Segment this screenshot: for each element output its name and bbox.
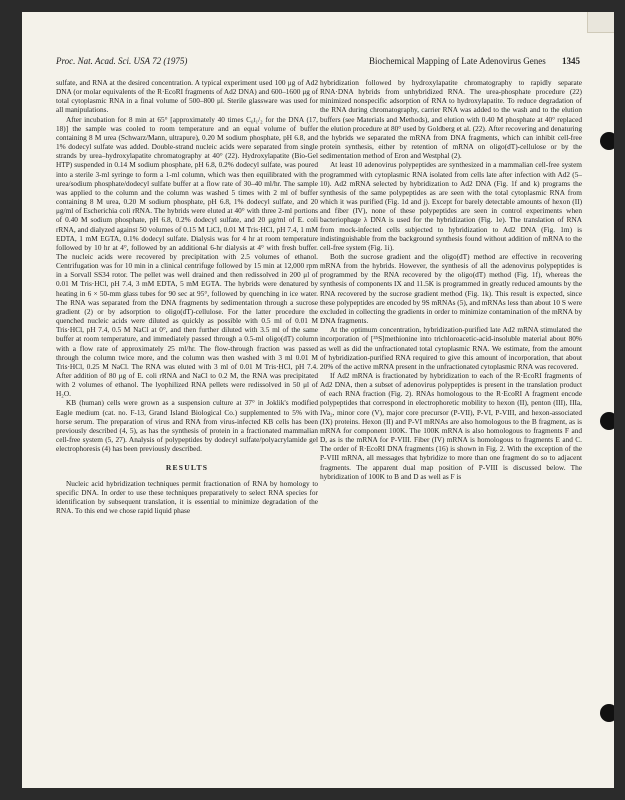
paragraph: Nucleic acid hybridization techniques permit fractionation of RNA by homology to specific DNA. In order to use these techniques preparatively to select RNA species for identification by subsequent translation, it is essential to minimize degradation of the RNA. To this end we chose rapid liquid phase: [56, 478, 318, 516]
paragraph: sulfate, and RNA at the desired concentration. A typical experiment used 100 μg of Ad2 DNA (or molar equivalents of the R·EcoRI fragments of Ad2 DNA) and 600–1600 μg of total cytoplasmic RNA in a final volume of 500–800 μl. Sterile glassware was used for all manipulations.: [56, 78, 318, 115]
paragraph: After incubation for 8 min at 65° [approximately 40 times C₀t₁/₂ for the DNA (17, 18)] the sample was cooled to room temperature and an equal volume of buffer containing 8 M urea (Schwarz/Mann, ultrapure), 0.20 M sodium phosphate, pH 6.8, and 1% dodecyl sulfate was added. Double-strand nucleic acids were separated from single strands by urea–hydroxylapatite chromatography at 40° (22). Hydroxylapatite (Bio-Gel HTP) suspended in 0.14 M sodium phosphate, pH 6.8, 0.2% dodecyl sulfate, was poured into a sterile 3-ml syringe to form a 1-ml column, which was then equilibrated with the urea/sodium phosphate/dodecyl sulfate buffer at a flow rate of 30–40 ml/hr. The sample was applied to the column and the column was washed 5 times with 2 ml of buffer containing 8 M urea, 0.20 M sodium phosphate, pH 6.8, 1% dodecyl sulfate, and 20 μg/ml of Escherichia coli rRNA. The hybrids were eluted at 40° with three 2-ml portions of 0.40 M sodium phosphate, pH 6.8, 0.2% dodecyl sulfate, and 20 μg/ml of E. coli rRNA, and dialyzed against 50 volumes of 0.15 M LiCl, 0.01 M Tris·HCl, pH 7.4, 1 mM EDTA, 1 mM EGTA, 0.1% dodecyl sulfate. Dialysis was for 4 hr at room temperature followed by 10 hr at 4°, followed by an additional 6-hr dialysis at 4° with fresh buffer. The nucleic acids were recovered by precipitation with 2.5 volumes of ethanol. Centrifugation was for 10 min in a clinical centrifuge followed by 15 min at 12,000 rpm in a Sorvall SS34 rotor. The pellet was well drained and then redissolved in 200 μl of 0.01 M Tris·HCl, pH 7.4, 3 mM EDTA, 5 mM EGTA. The hybrids were denatured by heating in 6 × 50-mm glass tubes for 90 sec at 95°, followed by quenching in ice water. The RNA was separated from the DNA fragments by sedimentation through a sucrose gradient (2) or by adsorption to oligo(dT)-cellulose. For the latter procedure the quenched nucleic acids were diluted as quickly as possible with 0.5 ml of 0.01 M Tris·HCl, pH 7.4, 0.5 M NaCl at 0°, and then further diluted with 3.5 ml of the same buffer at room temperature, and immediately passed through a 0.5-ml oligo(dT) column with a flow rate of approximately 25 ml/hr. The flow-through fraction was passed through the column twice more, and the column was then washed with 3 ml 0.01 M Tris·HCl, 0.25 M NaCl. The RNA was eluted with 3 ml of 0.01 M Tris·HCl, pH 7.4. After addition of 80 μg of E. coli rRNA and NaCl to 0.2 M, the RNA was precipitated with 2 volumes of ethanol. The lyophilized RNA pellets were redissolved in 50 μl of H₂O.: [56, 114, 318, 399]
binder-hole-bottom: [600, 704, 614, 722]
page-corner-fold: [587, 12, 614, 33]
results-heading: RESULTS: [165, 463, 209, 473]
paragraph: Both the sucrose gradient and the oligo(dT) method are effective in recovering mRNA from the hybrids. However, the synthesis of all the adenovirus polypeptides is programmed by the RNA recovered by the oligo(dT) method (Fig. 1f), whereas the synthesis of components IX and 11.5K is programmed in greatly reduced amounts by the RNA recovered by the sucrose gradient method (Fig. 1k). This result is expected, since these polypeptides are encoded by 9S mRNAs (5), and mRNAs less than about 10 S were excluded in collecting the gradients in order to minimize contamination of the mRNA by DNA fragments.: [320, 251, 582, 326]
paragraph: At the optimum concentration, hybridization-purified late Ad2 mRNA stimulated the incorporation of [³⁵S]methionine into trichloroacetic-acid-insoluble material about 80% as well as did the unfractionated total cytoplasmic RNA. We estimate, from the amount of hybridization-purified RNA required to give this amount of incorporation, that about 20% of the active mRNA present in the unfractionated cytoplasmic RNA was recovered.: [320, 325, 582, 371]
binder-hole-middle: [600, 412, 614, 430]
running-header: [56, 56, 580, 70]
running-title: Biochemical Mapping of Late Adenovirus Genes: [369, 56, 546, 66]
page-number: 1345: [562, 56, 580, 66]
header-right: [369, 56, 580, 66]
paragraph: KB (human) cells were grown as a suspension culture at 37° in Joklik's modified Eagle medium (cat. no. F-13, Grand Island Biological Co.) supplemented to 5% with horse serum. The preparation of virus and RNA from virus-infected KB cells has been previously described (4, 5), as has the synthesis of protein in a fractionated mammalian cell-free system (5, 27). Analysis of polypeptides by dodecyl sulfate/polyacrylamide gel electrophoresis (4) has been previously described.: [56, 398, 318, 454]
journal-citation: Proc. Nat. Acad. Sci. USA 72 (1975): [56, 56, 188, 66]
left-column: [56, 78, 318, 768]
journal-page: [22, 12, 614, 788]
paragraph: At least 10 adenovirus polypeptides are synthesized in a mammalian cell-free system programmed with cytoplasmic RNA isolated from cells late after infection with Ad2 (5–10). Ad2 mRNA selected by hybridization to Ad2 DNA (Fig. 1f and k) programs the synthesis of the same polypeptides as are seen with the total cytoplasmic RNA from which it was purified (Fig. 1d and j). Except for barely detectable amounts of hexon (II) and fiber (IV), none of these polypeptides are seen in control experiments when bacteriophage λ DNA is used for the hybridization (Fig. 1e). The translation of RNA from mock-infected cells subjected to hybridization to Ad2 DNA (Fig. 1m) is indistinguishable from the background synthesis found without addition of mRNA to the cell-free system (Fig. 1i).: [320, 160, 582, 252]
paragraph: hybridization followed by hydroxylapatite chromatography to rapidly separate RNA·DNA hybrids from unhybridized RNA. The urea-phosphate procedure (22) minimized nonspecific adsorption of RNA to hydroxylapatite. To reduce degradation of the RNA during chromatography, carrier RNA was added to the wash and to the elution buffers (see Materials and Methods), and elution with 0.40 M phosphate at 40° replaced the elution procedure at 80° used by Goldberg et al. (22). After recovering and denaturing the hybrids we separated the mRNA from DNA fragments, which can inhibit cell-free protein synthesis, either by retention of mRNA on oligo(dT)-cellulose or by the sedimentation method of Eron and Westphal (2).: [320, 78, 582, 161]
right-column: [320, 78, 582, 768]
binder-hole-top: [600, 132, 614, 150]
paragraph: If Ad2 mRNA is fractionated by hybridization to each of the R·EcoRI fragments of Ad2 DNA, then a subset of adenovirus polypeptides is present in the translation product of each RNA fraction (Fig. 2). RNAs homologous to the R·EcoRI A fragment encode polypeptides that correspond in electrophoretic mobility to hexon (II), penton (III), IIIa, IVa₂, minor core (V), major core precursor (P-VII), P-VI, P-VIII, and hexon-associated (IX) proteins. Hexon (II) and P-VI mRNAs are also homologous to the B fragment, as is mRNA for component 100K. The 100K mRNA is also homologous to fragments F and D, as is the mRNA for P-VIII. Fiber (IV) mRNA is homologous to fragments E and C. The order of R·EcoRI DNA fragments (16) is shown in Fig. 2. With the exception of the P-VIII mRNA, all messages that hybridize to more than one fragment do so to adjacent fragments. The apparent dual map position of P-VIII is discussed below. The hybridization of 100K to B and D as well as F is: [320, 371, 582, 481]
